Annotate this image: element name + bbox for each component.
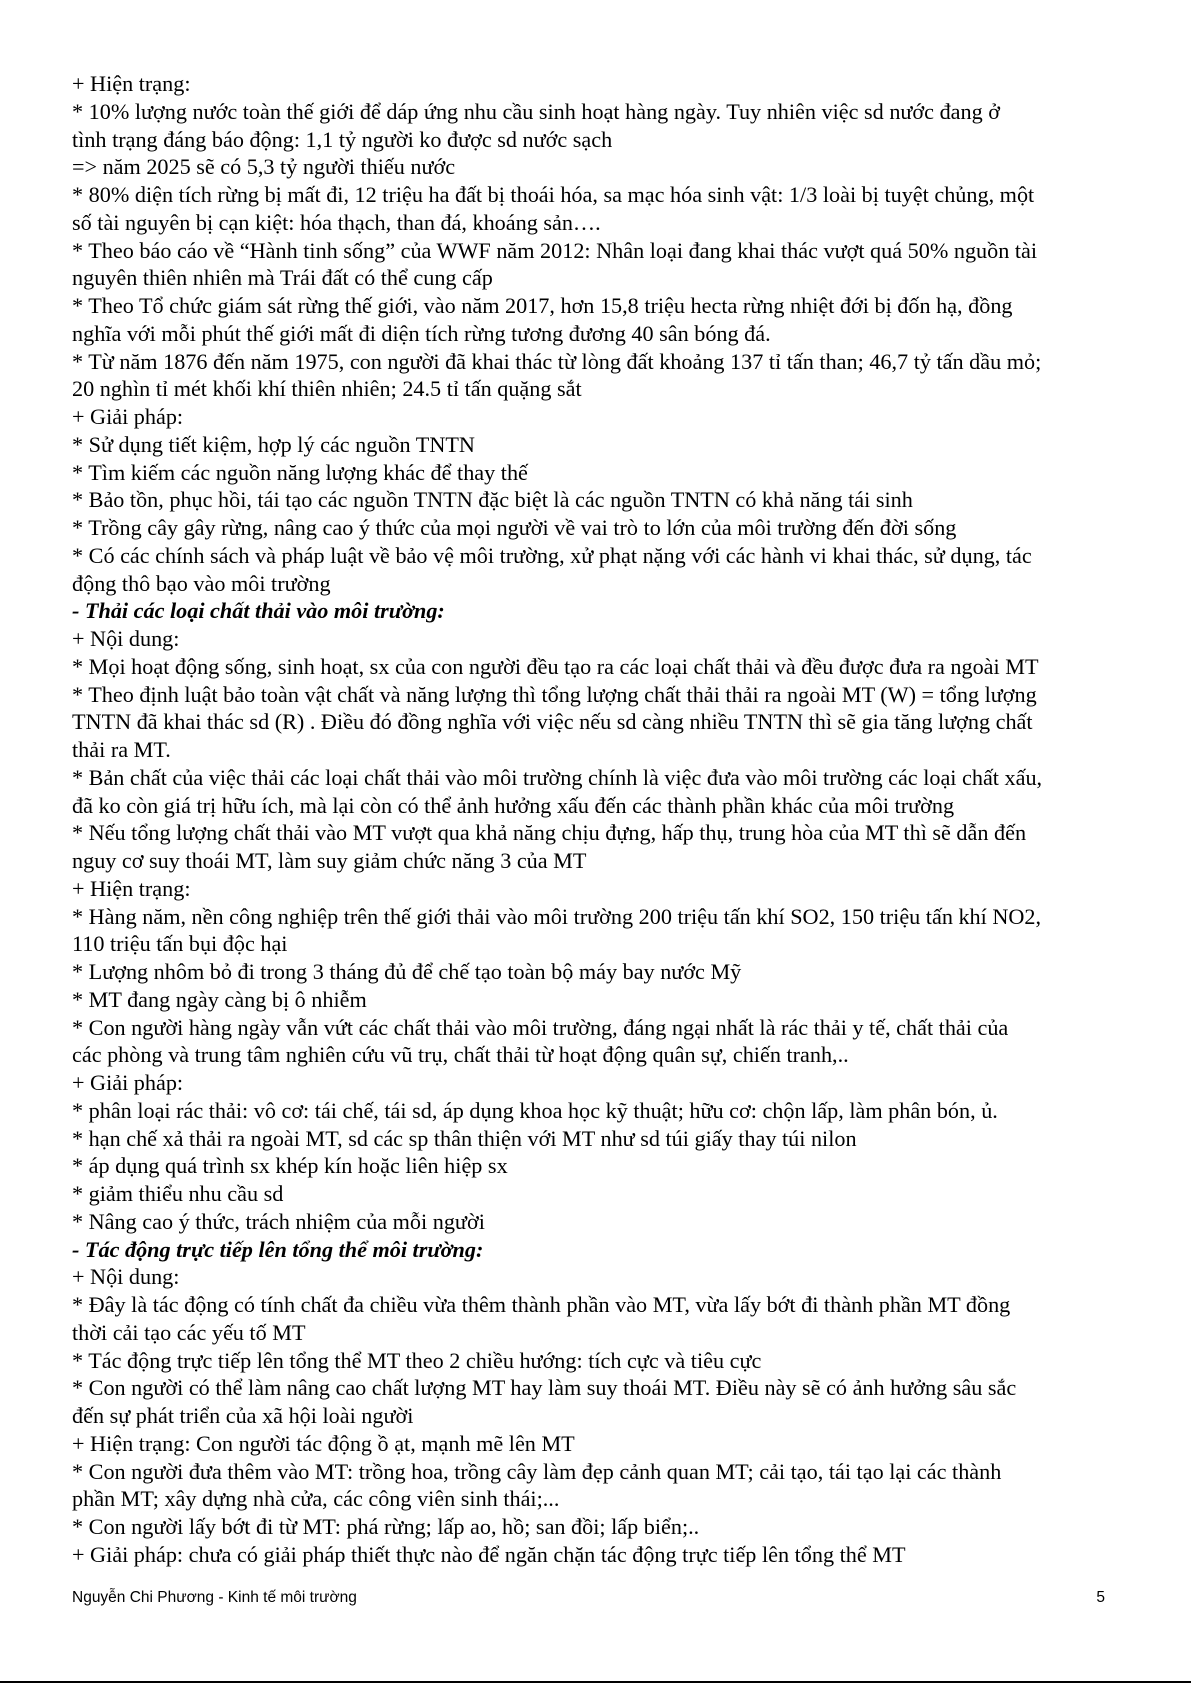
text-line: * giảm thiểu nhu cầu sd — [72, 1181, 284, 1206]
text-line: * Tìm kiếm các nguồn năng lượng khác để thay thế — [72, 459, 528, 485]
page-number: 5 — [1096, 1589, 1105, 1606]
text-line: + Giải pháp: — [72, 1070, 184, 1095]
text-line: thời cải tạo các yếu tố MT — [72, 1319, 306, 1345]
text-line: * Theo Tổ chức giám sát rừng thế giới, vào năm 2017, hơn 15,8 triệu hecta rừng nhiệt đới bị đốn hạ, đồng — [72, 293, 1013, 318]
text-line: * Lượng nhôm bỏ đi trong 3 tháng đủ để chế tạo toàn bộ máy bay nước Mỹ — [72, 959, 742, 984]
text-line: * Bảo tồn, phục hồi, tái tạo các nguồn TNTN đặc biệt là các nguồn TNTN có khả năng tái sinh — [72, 487, 913, 513]
text-line: * Theo định luật bảo toàn vật chất và năng lượng thì tổng lượng chất thải thải ra ngoài MT (W) = tổng lượng — [72, 681, 1037, 707]
text-line: số tài nguyên bị cạn kiệt: hóa thạch, than đá, khoáng sản…. — [72, 209, 601, 235]
text-line: * Có các chính sách và pháp luật về bảo vệ môi trường, xử phạt nặng với các hành vi khai thác, sử dụng, tác — [72, 542, 1032, 568]
section-heading: - Thải các loại chất thải vào môi trường: — [72, 598, 445, 624]
footer-author: Nguyễn Chi Phương - Kinh tế môi trường — [72, 1589, 357, 1606]
text-line: * phân loại rác thải: vô cơ: tái chế, tái sd, áp dụng khoa học kỹ thuật; hữu cơ: chộn lấp, làm phân bón, ủ. — [72, 1097, 998, 1123]
text-line: + Nội dung: — [72, 626, 180, 651]
text-line: * Con người đưa thêm vào MT: trồng hoa, trồng cây làm đẹp cảnh quan MT; cải tạo, tái tạo lại các thành — [72, 1458, 1002, 1484]
text-line: * Sử dụng tiết kiệm, hợp lý các nguồn TNTN — [72, 431, 475, 457]
document-body — [72, 70, 1132, 1569]
text-line: * 10% lượng nước toàn thế giới để dáp ứng nhu cầu sinh hoạt hàng ngày. Tuy nhiên việc sd nước đang ở — [72, 98, 1000, 124]
text-line: + Hiện trạng: — [72, 875, 191, 901]
text-line: * Từ năm 1876 đến năm 1975, con người đã khai thác từ lòng đất khoảng 137 tỉ tấn than; 46,7 tỷ tấn dầu mỏ; — [72, 348, 1042, 374]
text-line: * Hàng năm, nền công nghiệp trên thế giới thải vào môi trường 200 triệu tấn khí SO2, 150 triệu tấn khí NO2, — [72, 903, 1042, 929]
page-footer — [72, 1589, 1119, 1613]
text-line: đã ko còn giá trị hữu ích, mà lại còn có thể ảnh hưởng xấu đến các thành phần khác của môi trường — [72, 792, 955, 818]
text-line: * Bản chất của việc thải các loại chất thải vào môi trường chính là việc đưa vào môi trường các loại chất xấu, — [72, 764, 1043, 790]
text-line: tình trạng đáng báo động: 1,1 tỷ người ko được sd nước sạch — [72, 126, 613, 152]
text-line: * Trồng cây gây rừng, nâng cao ý thức của mọi người về vai trò to lớn của môi trường đến đời sống — [72, 515, 957, 540]
text-line: + Hiện trạng: Con người tác động ồ ạt, mạnh mẽ lên MT — [72, 1430, 575, 1456]
text-line: + Giải pháp: chưa có giải pháp thiết thực nào để ngăn chặn tác động trực tiếp lên tổng thể MT — [72, 1541, 906, 1567]
text-line: * Con người lấy bớt đi từ MT: phá rừng; lấp ao, hồ; san đồi; lấp biển;.. — [72, 1514, 700, 1539]
text-line: * Nếu tổng lượng chất thải vào MT vượt qua khả năng chịu đựng, hấp thụ, trung hòa của MT thì sẽ dẫn đến — [72, 820, 1027, 846]
text-line: 20 nghìn tỉ mét khối khí thiên nhiên; 24.5 tỉ tấn quặng sắt — [72, 376, 582, 402]
text-line: + Giải pháp: — [72, 404, 184, 429]
text-line: => năm 2025 sẽ có 5,3 tỷ người thiếu nước — [72, 154, 456, 180]
text-line: * Tác động trực tiếp lên tổng thể MT theo 2 chiều hướng: tích cực và tiêu cực — [72, 1347, 762, 1373]
text-line: phần MT; xây dựng nhà cửa, các công viên sinh thái;... — [72, 1486, 560, 1512]
text-line: * MT đang ngày càng bị ô nhiễm — [72, 986, 367, 1012]
text-line: * áp dụng quá trình sx khép kín hoặc liên hiệp sx — [72, 1153, 508, 1179]
text-line: 110 triệu tấn bụi độc hại — [72, 931, 288, 957]
text-line: * Mọi hoạt động sống, sinh hoạt, sx của con người đều tạo ra các loại chất thải và đều được đưa ra ngoài MT — [72, 653, 1039, 679]
text-line: các phòng và trung tâm nghiên cứu vũ trụ, chất thải từ hoạt động quân sự, chiến tranh,.. — [72, 1042, 849, 1068]
text-line: + Hiện trạng: — [72, 71, 191, 96]
page-bottom-rule — [0, 1681, 1191, 1683]
text-line: * Theo báo cáo về “Hành tinh sống” của WWF năm 2012: Nhân loại đang khai thác vượt quá 50% nguồn tài — [72, 237, 1038, 263]
text-line: * hạn chế xả thải ra ngoài MT, sd các sp thân thiện với MT như sd túi giấy thay túi nilon — [72, 1125, 857, 1151]
text-line: TNTN đã khai thác sd (R) . Điều đó đồng nghĩa với việc nếu sd càng nhiều TNTN thì sẽ gia tăng lượng chất — [72, 709, 1033, 735]
text-line: đến sự phát triển của xã hội loài người — [72, 1403, 414, 1428]
text-line: động thô bạo vào môi trường — [72, 570, 331, 596]
text-line: * Đây là tác động có tính chất đa chiều vừa thêm thành phần vào MT, vừa lấy bớt đi thành phần MT đồng — [72, 1292, 1011, 1317]
text-line: thải ra MT. — [72, 737, 171, 762]
text-line: * Con người hàng ngày vẫn vứt các chất thải vào môi trường, đáng ngại nhất là rác thải y tế, chất thải của — [72, 1014, 1009, 1040]
text-line: nguy cơ suy thoái MT, làm suy giảm chức năng 3 của MT — [72, 848, 587, 873]
text-line: * Con người có thể làm nâng cao chất lượng MT hay làm suy thoái MT. Điều này sẽ có ảnh hưởng sâu sắc — [72, 1375, 1017, 1401]
text-line: * 80% diện tích rừng bị mất đi, 12 triệu ha đất bị thoái hóa, sa mạc hóa sinh vật: 1/3 loài bị tuyệt chủng, một — [72, 182, 1035, 207]
text-line: nguyên thiên nhiên mà Trái đất có thể cung cấp — [72, 265, 493, 291]
text-line: nghĩa với mỗi phút thế giới mất đi diện tích rừng tương đương 40 sân bóng đá. — [72, 320, 771, 346]
section-heading: - Tác động trực tiếp lên tổng thể môi trường: — [72, 1236, 484, 1262]
text-line: * Nâng cao ý thức, trách nhiệm của mỗi người — [72, 1208, 485, 1234]
text-line: + Nội dung: — [72, 1264, 180, 1290]
